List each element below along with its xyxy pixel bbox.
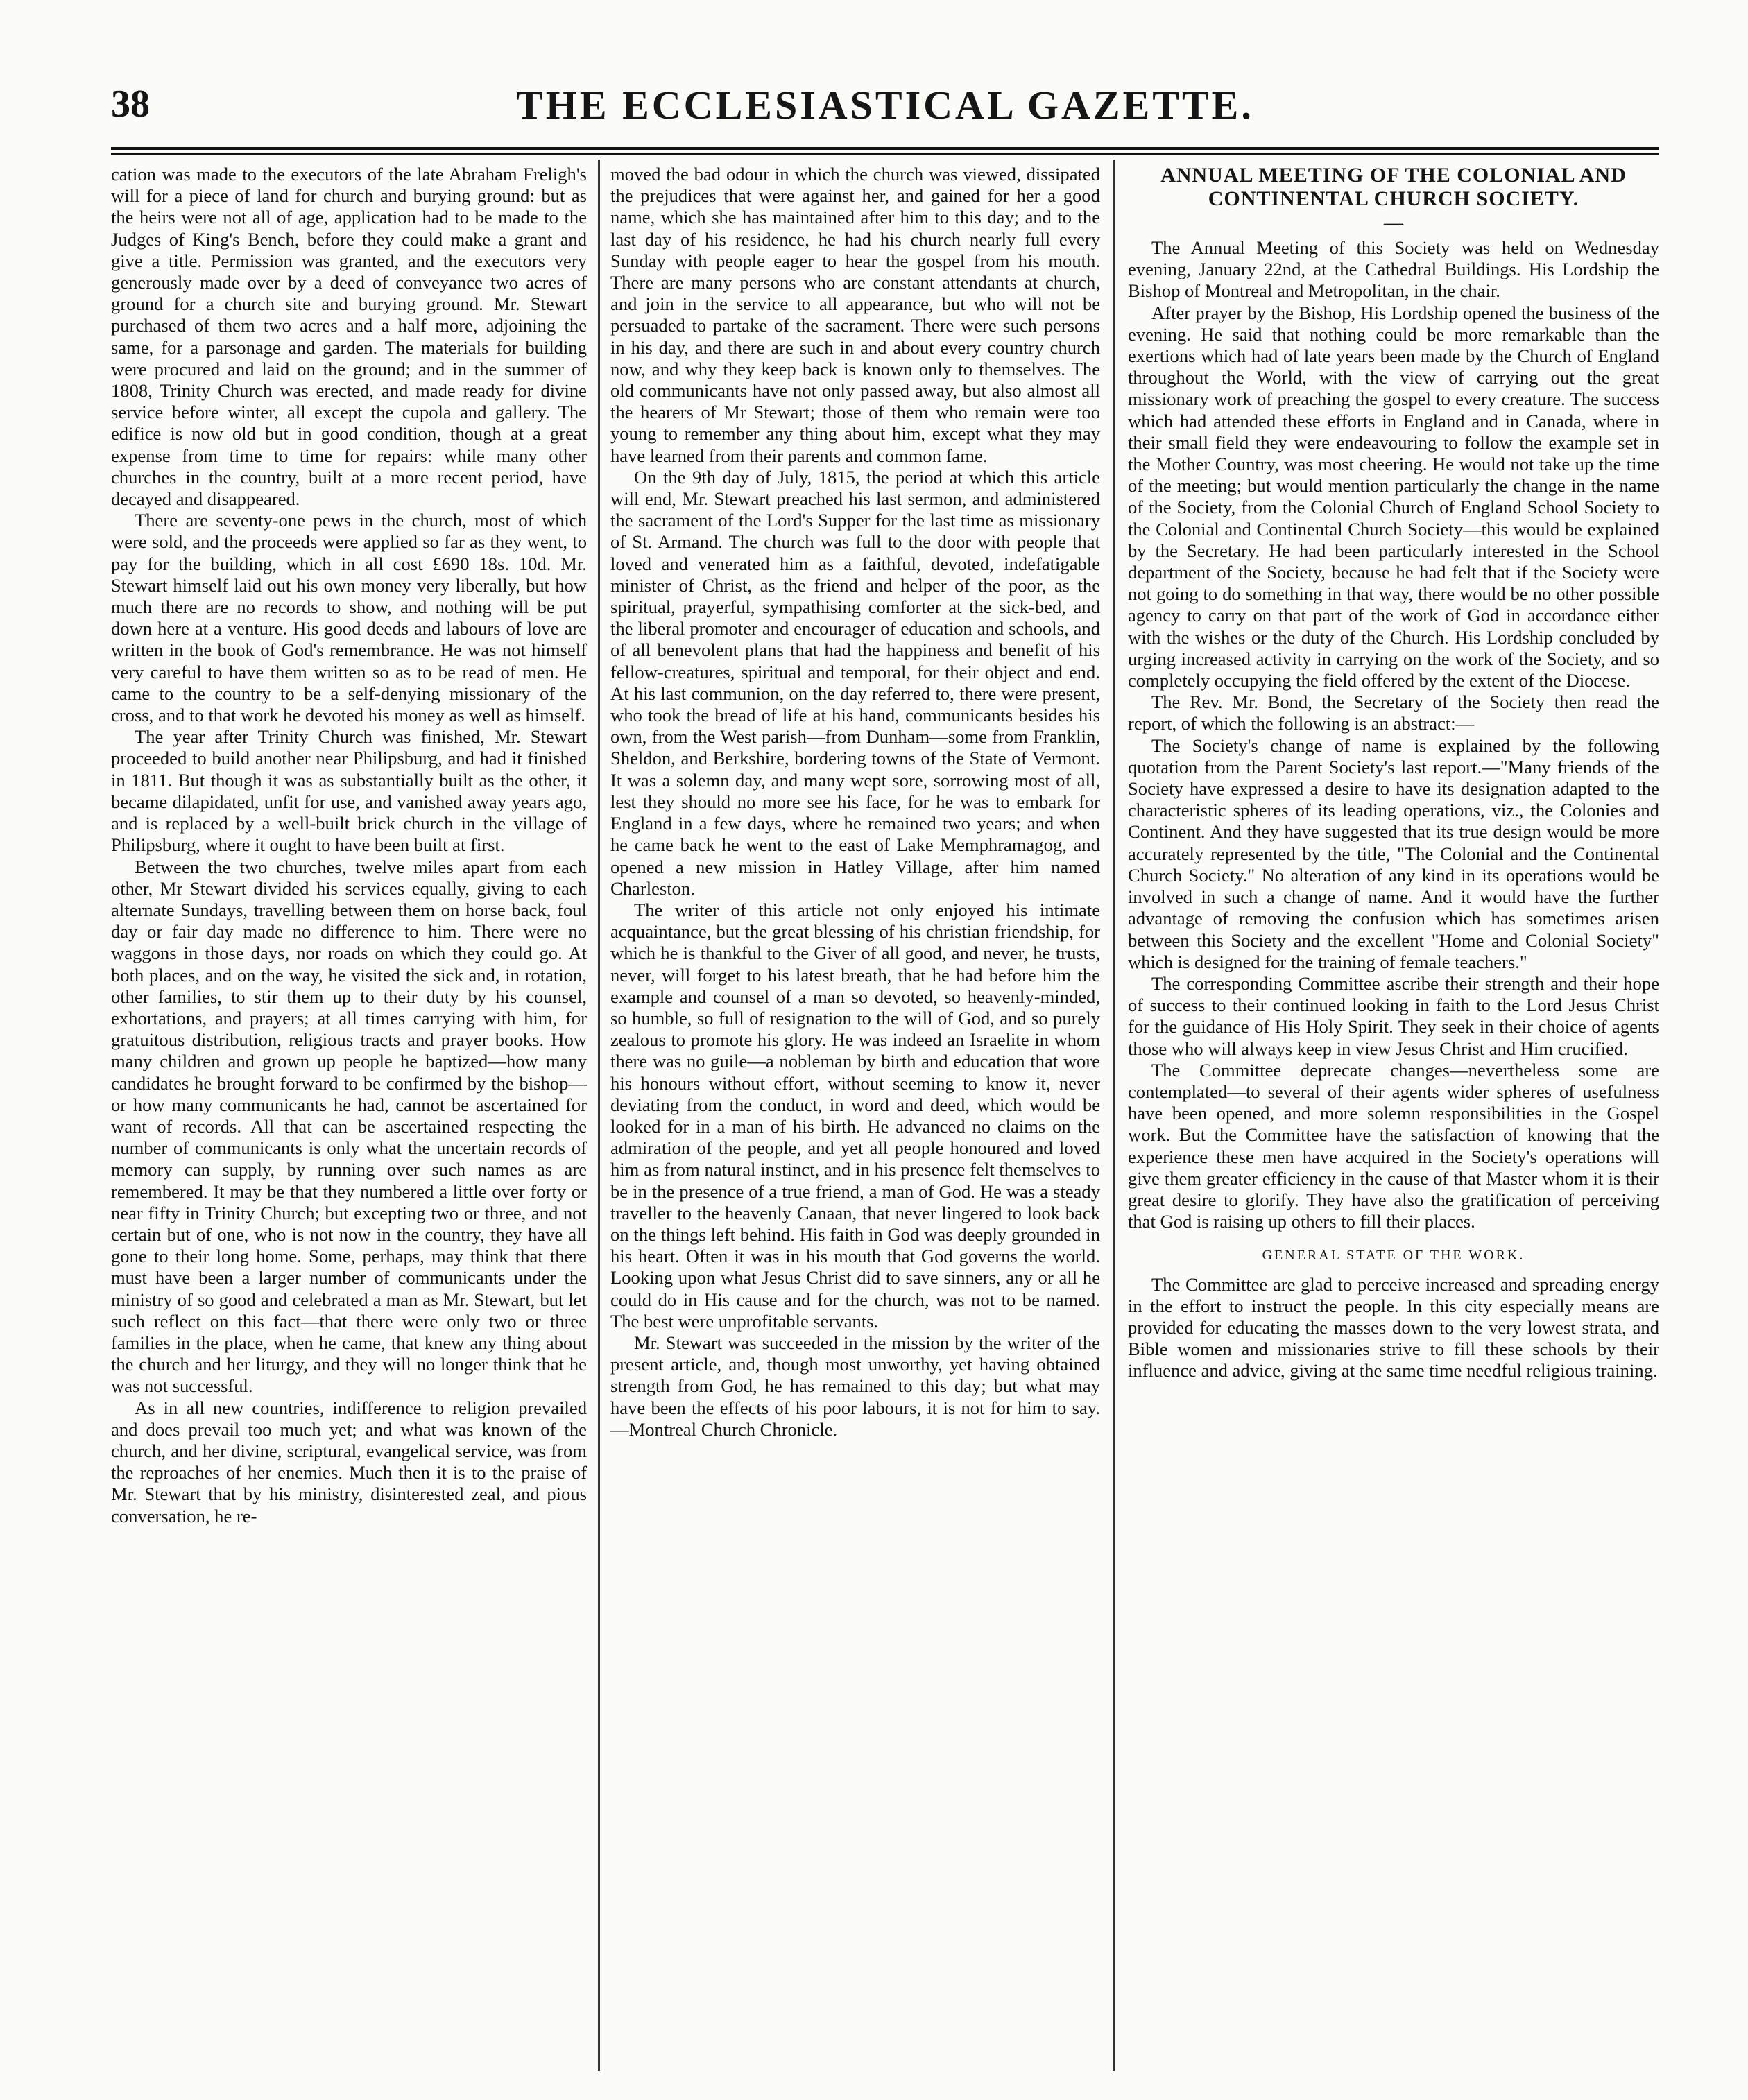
- article-paragraph: The writer of this article not only enjoyed his intimate acquaintance, but the great blessing of his christian friendship, for which he is thankful to the Giver of all good, and never, he trusts, never, will forget to his latest breath, that he had before him the example and counsel of a man so devoted, so heavenly-minded, so humble, so full of resignation to the will of God, and so purely zealous to promote his glory. He was indeed an Israelite in whom there was no guile—a nobleman by birth and education that wore his honours without effort, without seeming to know it, never deviating from the conduct, in word and deed, which would be looked for in a man of his birth. He advanced no claims on the admiration of the people, and yet all people honoured and loved him as from natural instinct, and in his presence felt themselves to be in the presence of a true friend, a man of God. He was a steady traveller to the heavenly Canaan, that never lingered to look back on the things left behind. His faith in God was deeply grounded in his heart. Often it was in his mouth that God governs the world. Looking upon what Jesus Christ did to save sinners, any or all he could do in His cause and for the church, was not to be named. The best were unprofitable servants.: [610, 899, 1100, 1332]
- masthead-rule-thick: [111, 147, 1659, 150]
- column-divider-right: [1113, 160, 1115, 2071]
- article-paragraph: Mr. Stewart was succeeded in the mission by the writer of the present article, and, though most unworthy, yet having obtained strength from God, he has remained to this day; but what may have been the effects of his poor labours, it is not for him to say.—Montreal Church Chronicle.: [610, 1332, 1100, 1440]
- article-paragraph: Between the two churches, twelve miles apart from each other, Mr Stewart divided his services equally, giving to each alternate Sundays, travelling between them on horse back, foul day or fair day made no difference to him. There were no waggons in those days, nor roads on which they could go. At both places, and on the way, he visited the sick and, in rotation, other families, to stir them up to their duty by his counsel, exhortations, and prayers; at all times carrying with him, for gratuitous distribution, religious tracts and prayer books. How many children and grown up people he baptized—how many candidates he brought forward to be confirmed by the bishop—or how many communicants he had, cannot be ascertained for want of records. All that can be ascertained respecting the number of communicants is only what the uncertain records of memory can supply, by running over such names as are remembered. It may be that they numbered a little over forty or near fifty in Trinity Church; but excepting two or three, and not certain but of one, who is not now in the country, they have all gone to their long home. Some, perhaps, may think that there must have been a larger number of communicants under the ministry of so good and celebrated a man as Mr. Stewart, but let such reflect on this fact—that there were only two or three families in the place, when he came, that knew any thing about the church and her liturgy, and they will no longer think that he was not successful.: [111, 856, 587, 1397]
- headline-dash: —: [1384, 212, 1403, 234]
- article-paragraph: After prayer by the Bishop, His Lordship opened the business of the evening. He said that nothing could be more remarkable than the exertions which had of late years been made by the Church of England throughout the World, with the view of carrying out the great missionary work of preaching the gospel to every creature. The success which had attended these efforts in England and in Canada, where in their small field they were endeavouring to follow the example set in the Mother Country, was most cheering. He would not take up the time of the meeting; but would mention particularly the change in the name of the Society, from the Colonial Church of England School Society to the Colonial and Continental Church Society—this would be explained by the Secretary. He had been particularly interested in the School department of the Society, because he had felt that if the Society were not going to do something in that way, there would be no other possible agency to carry on that part of the work of God in accordance either with the wishes or the duty of the Church. His Lordship concluded by urging increased activity in carrying on the work of the Society, and so completely occupying the field offered by the extent of the Diocese.: [1128, 302, 1659, 691]
- article-paragraph: The Rev. Mr. Bond, the Secretary of the Society then read the report, of which the following is an abstract:—: [1128, 691, 1659, 734]
- article-headline: ANNUAL MEETING OF THE COLONIAL AND CONTINENTAL CHURCH SOCIETY.: [1160, 164, 1627, 210]
- page-number: 38: [111, 83, 150, 126]
- section-subhead: GENERAL STATE OF THE WORK.: [1262, 1248, 1525, 1264]
- article-paragraph: cation was made to the executors of the late Abraham Freligh's will for a piece of land for church and burying ground: but as the heirs were not all of age, application had to be made to the Judges of King's Bench, before they could make a grant and give a title. Permission was granted, and the executors very generously made over by a deed of conveyance two acres of ground for a church site and burying ground. Mr. Stewart purchased of them two acres and a half more, adjoining the same, for a parsonage and garden. The materials for building were procured and laid on the ground; and in the summer of 1808, Trinity Church was erected, and made ready for divine service before winter, all except the cupola and gallery. The edifice is now old but in good condition, though at a great expense from time to time for repairs: while many other churches in the country, built at a more recent period, have decayed and disappeared.: [111, 164, 587, 510]
- article-paragraph: There are seventy-one pews in the church, most of which were sold, and the proceeds were applied so far as they went, to pay for the building, which in all cost £690 18s. 10d. Mr. Stewart himself laid out his own money very liberally, but how much there are no records to show, and nothing will be put down here at a venture. His good deeds and labours of love are written in the book of God's remembrance. He was not himself very careful to have them written so as to be read of men. He came to the country to be a self-denying missionary of the cross, and to that work he devoted his money as well as himself.: [111, 510, 587, 726]
- newspaper-title: THE ECCLESIASTICAL GAZETTE.: [516, 83, 1254, 128]
- article-paragraph: The corresponding Committee ascribe their strength and their hope of success to their continued looking in faith to the Lord Jesus Christ for the guidance of His Holy Spirit. They seek in their choice of agents those who will always keep in view Jesus Christ and Him crucified.: [1128, 972, 1659, 1059]
- article-paragraph: The Annual Meeting of this Society was held on Wednesday evening, January 22nd, at the Cathedral Buildings. His Lordship the Bishop of Montreal and Metropolitan, in the chair.: [1128, 237, 1659, 302]
- article-paragraph: The Committee deprecate changes—nevertheless some are contemplated—to several of their agents wider spheres of usefulness have been opened, and more solemn responsibilities in the Gospel work. But the Committee have the satisfaction of knowing that the experience these men have acquired in the Society's operations will give them greater efficiency in the cause of that Master whom it is their great desire to glorify. They have also the gratification of perceiving that God is raising up others to fill their places.: [1128, 1059, 1659, 1232]
- column-1: [111, 164, 587, 2064]
- masthead: [111, 82, 1659, 133]
- masthead-rule-thin: [111, 153, 1659, 155]
- article-paragraph: The year after Trinity Church was finished, Mr. Stewart proceeded to build another near Philipsburg, and had it finished in 1811. But though it was as substantially built as the other, it became dilapidated, unfit for use, and vanished away years ago, and is replaced by a well-built brick church in the village of Philipsburg, where it ought to have been built at first.: [111, 726, 587, 856]
- column-3: [1128, 164, 1659, 2064]
- article-paragraph: On the 9th day of July, 1815, the period at which this article will end, Mr. Stewart preached his last sermon, and administered the sacrament of the Lord's Supper for the last time as missionary of St. Armand. The church was full to the door with people that loved and venerated him as a faithful, devoted, indefatigable minister of Christ, as the friend and helper of the poor, as the spiritual, prayerful, sympathising comforter at the sick-bed, and the liberal promoter and encourager of education and schools, and of all benevolent plans that had the happiness and benefit of his fellow-creatures, spiritual and temporal, for their object and end. At his last communion, on the day referred to, there were present, who took the bread of life at his hand, communicants besides his own, from the West parish—from Dunham—some from Franklin, Sheldon, and Berkshire, bordering towns of the State of Vermont. It was a solemn day, and many wept sore, sorrowing most of all, lest they should no more see his face, for he was to embark for England in a few days, where he remained two years; and when he came back he went to the east of Lake Memphramagog, and opened a new mission in Hatley Village, after him named Charleston.: [610, 466, 1100, 899]
- article-paragraph: The Committee are glad to perceive increased and spreading energy in the effort to instruct the people. In this city especially means are provided for educating the masses down to the very lowest strata, and Bible women and missionaries strive to fill these schools by their influence and advice, giving at the same time needful religious training.: [1128, 1273, 1659, 1382]
- column-2: [610, 164, 1100, 2064]
- article-paragraph: As in all new countries, indifference to religion prevailed and does prevail too much yet; and what was known of the church, and her divine, scriptural, evangelical service, was from the reproaches of her enemies. Much then it is to the praise of Mr. Stewart that by his ministry, disinterested zeal, and pious conversation, he re-: [111, 1397, 587, 1526]
- column-divider-left: [598, 160, 600, 2071]
- article-paragraph: The Society's change of name is explained by the following quotation from the Parent Society's last report.—"Many friends of the Society have expressed a desire to have its designation adapted to the characteristic spheres of its leading operations, viz., the Colonies and Continent. And they have suggested that its true design would be more accurately represented by the title, "The Colonial and the Continental Church Society." No alteration of any kind in its operations would be involved in such a change of name. And it would have the further advantage of removing the confusion which has sometimes arisen between this Society and the excellent "Home and Colonial Society" which is designed for the training of female teachers.": [1128, 734, 1659, 972]
- article-paragraph: moved the bad odour in which the church was viewed, dissipated the prejudices that were against her, and gained for her a good name, which she has maintained after him to this day; and to the last day of his residence, he had his church nearly full every Sunday with people eager to hear the gospel from his mouth. There are many persons who are constant attendants at church, and join in the service to all appearance, but who will not be persuaded to partake of the sacrament. There were such persons in his day, and there are such in and about every country church now, and why they keep back is known only to themselves. The old communicants have not only passed away, but also almost all the hearers of Mr Stewart; those of them who remain were too young to remember any thing about him, except what they may have learned from their parents and common fame.: [610, 164, 1100, 466]
